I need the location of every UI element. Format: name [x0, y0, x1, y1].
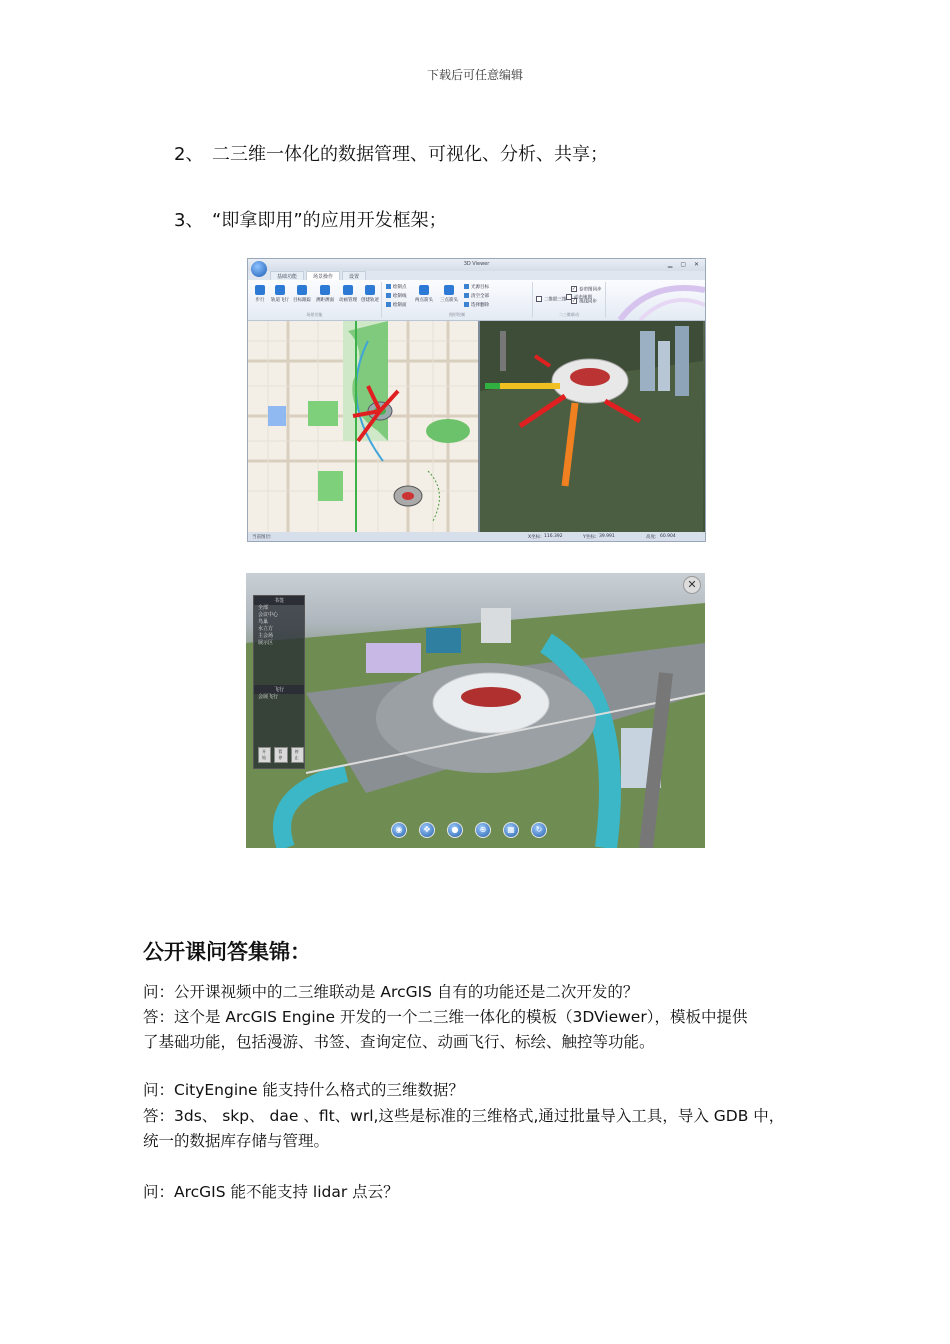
button-label: 轨道飞行 — [271, 298, 289, 303]
checkbox-label: 动态地图 — [574, 295, 592, 301]
button-label: 绘制点 — [393, 285, 407, 290]
clear-all-button[interactable] — [464, 293, 489, 299]
status-x-label: X坐标: — [528, 535, 542, 540]
scene-3d-drawing — [480, 321, 703, 532]
ribbon-decoration — [610, 280, 705, 320]
group-label: 图形绘制 — [449, 312, 465, 317]
window-titlebar — [248, 259, 705, 271]
status-h-value: 60.904 — [660, 534, 676, 539]
button-label: 两点箭头 — [415, 298, 433, 303]
ribbon — [248, 280, 705, 321]
measure-icon — [320, 285, 330, 295]
fly-controls — [258, 747, 304, 763]
bookmark-item[interactable]: 展示区 — [258, 640, 274, 646]
rotate-icon[interactable]: ⊕ — [475, 822, 491, 838]
list-text: “即拿即用”的应用开发框架； — [212, 210, 447, 231]
delete-icon — [464, 302, 469, 307]
link-2d-3d-checkbox[interactable] — [536, 296, 567, 303]
fly-panel-title: 飞行 — [254, 685, 304, 694]
animation-button[interactable] — [336, 285, 360, 303]
walk-icon — [255, 285, 265, 295]
button-label: 创建轨迹 — [361, 298, 379, 303]
bookmark-item[interactable]: 鸟巢 — [258, 619, 269, 625]
fly-stop-button[interactable]: 停止 — [291, 747, 304, 763]
qa-line: 了基础功能，包括漫游、书签、查询定位、动画飞行、标绘、触控等功能。 — [143, 1033, 655, 1051]
swipe-sync-checkbox[interactable] — [571, 286, 602, 293]
button-label: 步行 — [255, 298, 265, 303]
bookmark-panel-title: 书签 — [254, 596, 304, 605]
qa-line: 问：CityEngine 能支持什么格式的三维数据？ — [143, 1081, 464, 1099]
status-y-label: Y坐标: — [583, 535, 597, 540]
fly-start-button[interactable]: 开始 — [258, 747, 271, 763]
group-label: 二三维联动 — [559, 312, 579, 317]
button-label: 清空全部 — [471, 294, 489, 299]
fly-pause-button[interactable]: 暂停 — [274, 747, 287, 763]
fullscreen-icon[interactable]: ▦ — [503, 822, 519, 838]
measure-button[interactable] — [313, 285, 337, 303]
line-icon — [386, 293, 391, 298]
checkbox-icon — [566, 294, 572, 300]
fly-item[interactable]: 会展飞行 — [258, 694, 279, 700]
list-number: 2、 — [174, 144, 204, 165]
target-icon — [297, 285, 307, 295]
draw-point-button[interactable] — [386, 284, 407, 290]
tab-scene[interactable]: 场景操作 — [306, 271, 340, 280]
checkbox-label: 视线同步 — [579, 299, 597, 305]
ribbon-tabs — [248, 271, 705, 280]
orbit-fly-button[interactable] — [268, 285, 292, 303]
app-screenshot-3dviewer — [247, 258, 706, 542]
clear-icon — [464, 293, 469, 298]
map-2d-drawing — [248, 321, 478, 532]
bookmark-item[interactable]: 会议中心 — [258, 612, 279, 618]
checkbox-checked-icon: ✓ — [572, 287, 576, 292]
tab-settings[interactable]: 设置 — [342, 271, 366, 280]
two-point-arrow-button[interactable] — [412, 285, 436, 303]
status-bar — [248, 532, 705, 541]
bookmark-item[interactable]: 全部 — [258, 605, 269, 611]
arrow-icon — [419, 285, 429, 295]
app-orb-icon — [251, 261, 267, 277]
bookmark-item[interactable]: 水立方 — [258, 626, 274, 632]
compass-icon[interactable]: ◉ — [391, 822, 407, 838]
list-item-2 — [174, 140, 608, 166]
ribbon-group-scene — [248, 282, 382, 318]
list-number: 3、 — [174, 210, 204, 231]
button-label: 测距测面 — [316, 298, 334, 303]
checkbox-label: 卷帘图同步 — [579, 287, 602, 293]
checkbox-icon — [536, 296, 542, 302]
refresh-icon[interactable]: ↻ — [531, 822, 547, 838]
scene-3d-view[interactable] — [480, 321, 705, 532]
polygon-icon — [386, 302, 391, 307]
tab-basic[interactable]: 基础功能 — [270, 271, 304, 280]
status-layer: 当前图层: — [252, 535, 272, 540]
draw-polygon-button[interactable] — [386, 302, 407, 308]
light-icon — [464, 284, 469, 289]
target-track-button[interactable] — [290, 285, 314, 303]
draw-line-button[interactable] — [386, 293, 407, 299]
button-label: 目标跟踪 — [293, 298, 311, 303]
button-label: 三点箭头 — [440, 298, 458, 303]
bookmark-item[interactable]: 主会场 — [258, 633, 274, 639]
window-controls-icon: ▁ ▢ ✕ — [667, 261, 702, 268]
navigation-toolbar — [391, 822, 547, 838]
list-text: 二三维一体化的数据管理、可视化、分析、共享； — [212, 144, 608, 165]
arrow-icon — [444, 285, 454, 295]
close-icon[interactable]: ✕ — [683, 576, 701, 594]
map-2d-view[interactable] — [248, 321, 480, 532]
button-label: 绘制线 — [393, 294, 407, 299]
button-label: 选择删除 — [471, 303, 489, 308]
checkbox-checked-icon: ✓ — [572, 299, 576, 304]
checkbox-label: 二维联三维 — [544, 297, 567, 303]
button-label: 动画管理 — [339, 298, 357, 303]
pan-icon[interactable]: ✥ — [419, 822, 435, 838]
light-target-button[interactable] — [464, 284, 489, 290]
qa-line: 答：3ds、 skp、 dae 、flt、wrl,这些是标准的三维格式,通过批量导入工具，导入 GDB 中， — [143, 1107, 785, 1125]
create-track-button[interactable] — [358, 285, 382, 303]
qa-line: 统一的数据库存储与管理。 — [143, 1132, 330, 1150]
stadium-scene-drawing — [246, 573, 705, 848]
scene-screenshot-stadium — [246, 573, 705, 848]
qa-line: 答：这个是 ArcGIS Engine 开发的一个二三维一体化的模板（3DViewer），模板中提供 — [143, 1008, 748, 1026]
status-h-label: 高度: — [646, 535, 657, 540]
header-note: 下载后可任意编辑 — [426, 68, 523, 82]
select-delete-button[interactable] — [464, 302, 489, 308]
animation-icon — [343, 285, 353, 295]
status-y-value: 39.991 — [599, 534, 615, 539]
group-label: 场景功能 — [306, 312, 323, 317]
view-panels — [248, 321, 705, 532]
button-label: 光源目标 — [471, 285, 489, 290]
list-item-3 — [174, 206, 447, 232]
qa-line: 问：公开课视频中的二三维联动是 ArcGIS 自有的功能还是二次开发的？ — [143, 983, 639, 1001]
point-icon — [386, 284, 391, 289]
status-x-value: 116.392 — [544, 534, 563, 539]
orbit-icon — [275, 285, 285, 295]
qa-line: 问：ArcGIS 能不能支持 lidar 点云？ — [143, 1183, 399, 1201]
dynamic-map-checkbox[interactable] — [566, 294, 592, 301]
qa-heading: 公开课问答集锦： — [143, 940, 311, 964]
zoom-icon[interactable]: ● — [447, 822, 463, 838]
track-icon — [365, 285, 375, 295]
window-title: 3D Viewer — [463, 261, 490, 267]
three-point-arrow-button[interactable] — [437, 285, 461, 303]
button-label: 绘制面 — [393, 303, 407, 308]
bookmark-panel — [253, 595, 305, 769]
ribbon-group-draw — [382, 282, 533, 318]
